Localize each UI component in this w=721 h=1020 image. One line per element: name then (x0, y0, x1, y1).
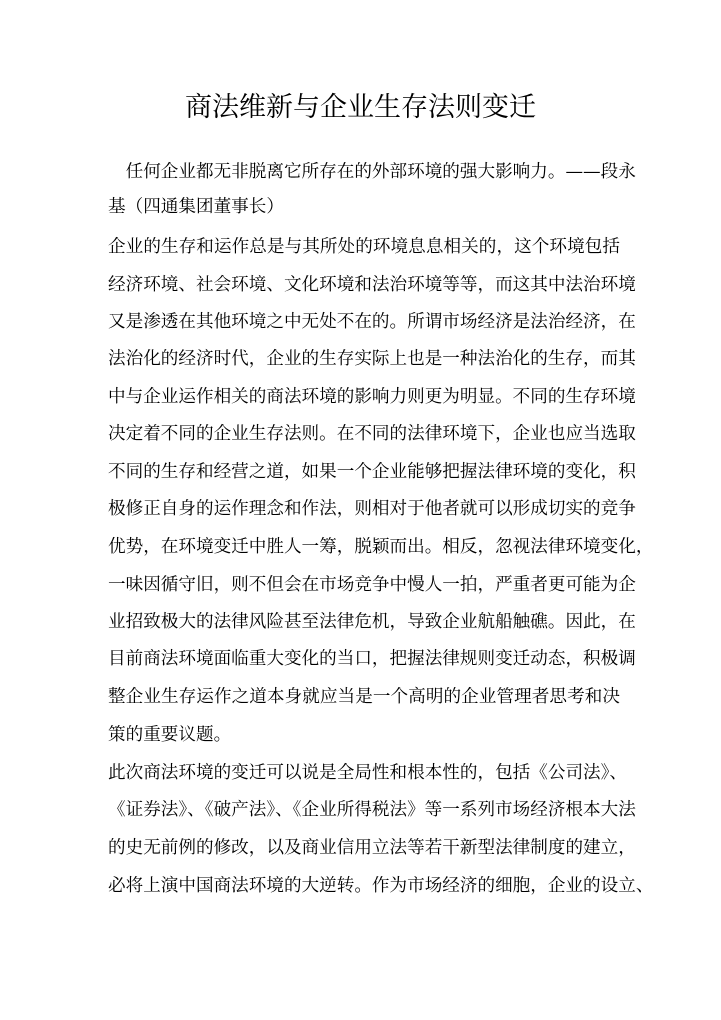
paragraph-2-line-11: 业招致极大的法律风险甚至法律危机，导致企业航船触礁。因此，在 (108, 612, 636, 632)
paragraph-1-line-1: 任何企业都无非脱离它所存在的外部环境的强大影响力。——段永 (108, 162, 636, 182)
paragraph-2-line-10: 一味因循守旧，则不但会在市场竞争中慢人一拍，严重者更可能为企 (108, 575, 636, 595)
paragraph-3-line-3: 的史无前例的修改，以及商业信用立法等若干新型法律制度的建立， (108, 838, 636, 858)
paragraph-2-line-13: 整企业生存运作之道本身就应当是一个高明的企业管理者思考和决 (108, 687, 620, 707)
paragraph-2-line-8: 极修正自身的运作理念和作法，则相对于他者就可以形成切实的竞争 (108, 499, 636, 519)
paragraph-3-line-1: 此次商法环境的变迁可以说是全局性和根本性的，包括《公司法》、 (108, 763, 628, 783)
paragraph-2-line-4: 法治化的经济时代，企业的生存实际上也是一种法治化的生存，而其 (108, 349, 636, 369)
paragraph-2-line-12: 目前商法环境面临重大变化的当口，把握法律规则变迁动态，积极调 (108, 649, 636, 669)
paragraph-2-line-5: 中与企业运作相关的商法环境的影响力则更为明显。不同的生存环境 (108, 387, 636, 407)
paragraph-3-line-4: 必将上演中国商法环境的大逆转。作为市场经济的细胞，企业的设立、 (108, 876, 654, 896)
paragraph-1-line-2: 基（四通集团董事长） (108, 197, 284, 217)
paragraph-2-line-3: 又是渗透在其他环境之中无处不在的。所谓市场经济是法治经济，在 (108, 312, 636, 332)
paragraph-2-line-14: 策的重要议题。 (108, 725, 232, 745)
paragraph-2-line-6: 决定着不同的企业生存法则。在不同的法律环境下，企业也应当选取 (108, 424, 636, 444)
paragraph-2-line-7: 不同的生存和经营之道，如果一个企业能够把握法律环境的变化，积 (108, 462, 636, 482)
paragraph-3-line-2: 《证券法》、《破产法》、《企业所得税法》等一系列市场经济根本大法 (108, 800, 636, 820)
paragraph-2-line-9: 优势，在环境变迁中胜人一筹，脱颖而出。相反，忽视法律环境变化， (108, 537, 654, 557)
document-title: 商法维新与企业生存法则变迁 (185, 92, 536, 123)
paragraph-2-line-1: 企业的生存和运作总是与其所处的环境息息相关的，这个环境包括 (108, 237, 620, 257)
paragraph-2-line-2: 经济环境、社会环境、文化环境和法治环境等等，而这其中法治环境 (108, 275, 636, 295)
